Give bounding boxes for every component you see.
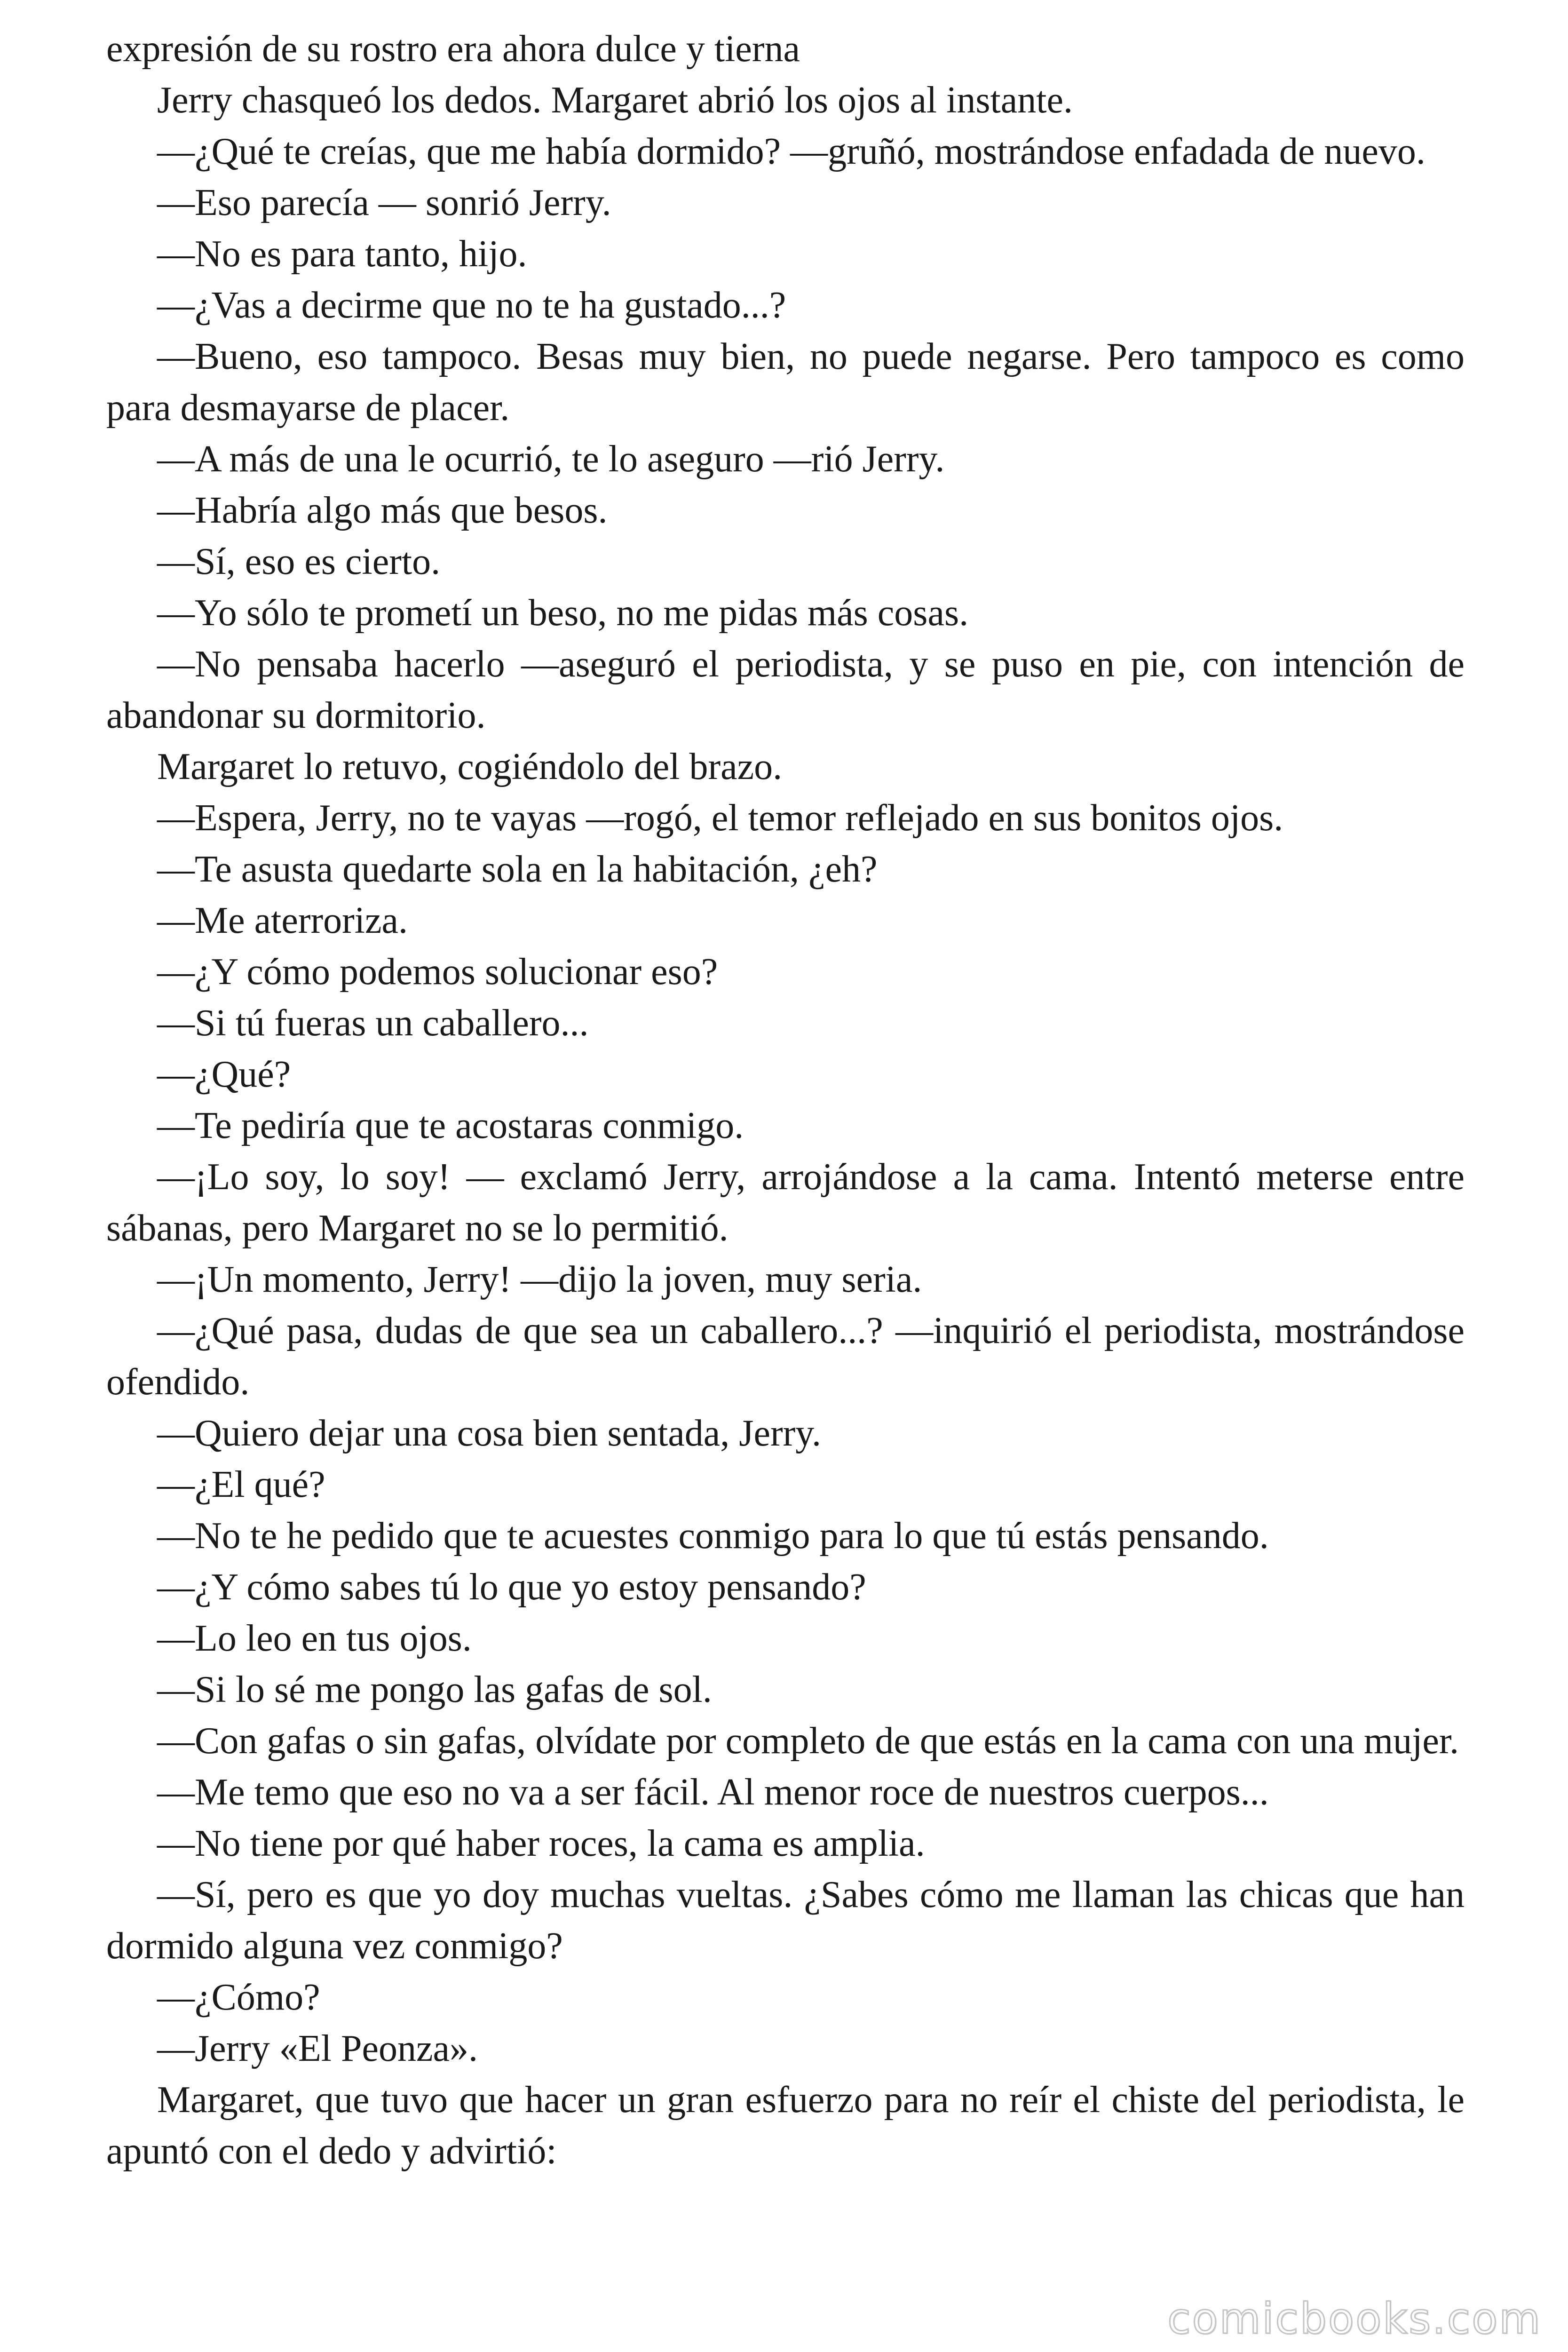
paragraph: Margaret lo retuvo, cogiéndolo del brazo. [157,746,783,787]
paragraph: —Quiero dejar una cosa bien sentada, Jerry. [157,1413,822,1454]
paragraph: —No tiene por qué haber roces, la cama es amplia. [157,1823,925,1864]
page-text [106,24,1465,2177]
paragraph: —Yo sólo te prometí un beso, no me pidas más cosas. [157,592,969,634]
paragraph: —Lo leo en tus ojos. [157,1618,472,1659]
watermark-logo: comicbooks.com [1167,2294,1542,2344]
paragraph: —No te he pedido que te acuestes conmigo para lo que tú estás pensando. [157,1515,1269,1557]
paragraph: —Bueno, eso tampoco. Besas muy bien, no puede negarse. Pero tampoco es como para desmayarse de placer. [106,336,1465,429]
paragraph: —¿Cómo? [157,1977,320,2018]
paragraph: —Eso parecía — sonrió Jerry. [157,182,611,223]
paragraph: —¿Qué? [157,1054,291,1095]
paragraph: —Sí, pero es que yo doy muchas vueltas. ¿Sabes cómo me llaman las chicas que han dormido alguna vez conmigo? [106,1874,1465,1967]
paragraph: —Me temo que eso no va a ser fácil. Al menor roce de nuestros cuerpos... [157,1772,1269,1813]
paragraph: —No es para tanto, hijo. [157,233,527,275]
paragraph: Margaret, que tuvo que hacer un gran esfuerzo para no reír el chiste del periodista, le apuntó con el dedo y advirtió: [106,2079,1465,2172]
paragraph: —Espera, Jerry, no te vayas —rogó, el temor reflejado en sus bonitos ojos. [157,797,1283,839]
paragraph: —Habría algo más que besos. [157,490,608,531]
paragraph: —¿El qué? [157,1464,325,1505]
paragraph: —Sí, eso es cierto. [157,541,441,582]
paragraph: —¡Un momento, Jerry! —dijo la joven, muy seria. [157,1259,922,1300]
paragraph: —A más de una le ocurrió, te lo aseguro —rió Jerry. [157,438,945,480]
paragraph: —Si lo sé me pongo las gafas de sol. [157,1669,712,1710]
paragraph: —¿Y cómo sabes tú lo que yo estoy pensando? [157,1566,866,1608]
paragraph: —Con gafas o sin gafas, olvídate por completo de que estás en la cama con una mujer. [157,1720,1459,1762]
paragraph: —¡Lo soy, lo soy! — exclamó Jerry, arrojándose a la cama. Intentó meterse entre sábanas, pero Margaret no se lo permitió. [106,1156,1465,1249]
paragraph: —Te asusta quedarte sola en la habitación, ¿eh? [157,849,878,890]
paragraph: Jerry chasqueó los dedos. Margaret abrió los ojos al instante. [157,79,1073,121]
paragraph: expresión de su rostro era ahora dulce y tierna [106,28,800,70]
paragraph: —¿Qué te creías, que me había dormido? —gruñó, mostrándose enfadada de nuevo. [157,131,1425,172]
paragraph: —No pensaba hacerlo —aseguró el periodista, y se puso en pie, con intención de abandonar su dormitorio. [106,644,1465,736]
paragraph: —¿Qué pasa, dudas de que sea un caballero...? —inquirió el periodista, mostrándose ofendido. [106,1310,1465,1403]
paragraph: —Me aterroriza. [157,900,408,941]
paragraph: —¿Y cómo podemos solucionar eso? [157,951,718,993]
paragraph: —Si tú fueras un caballero... [157,1002,589,1044]
paragraph: —¿Vas a decirme que no te ha gustado...? [157,285,786,326]
paragraph: —Te pediría que te acostaras conmigo. [157,1105,744,1146]
paragraph: —Jerry «El Peonza». [157,2028,478,2069]
